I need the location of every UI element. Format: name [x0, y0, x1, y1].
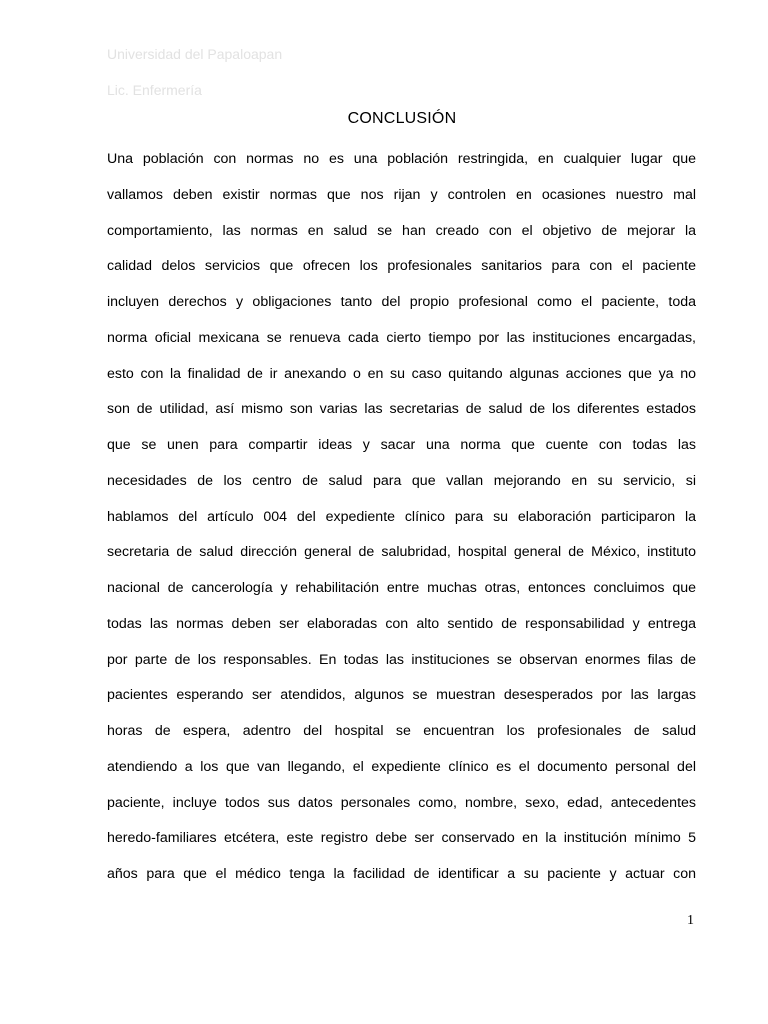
- body-line: por parte de los responsables. En todas las instituciones se observan enormes filas de: [107, 651, 696, 668]
- body-paragraph: [107, 142, 696, 893]
- body-line: esto con la finalidad de ir anexando o en su caso quitando algunas acciones que ya no: [107, 365, 696, 382]
- header-program: Lic. Enfermería: [107, 82, 202, 98]
- page-number: 1: [687, 913, 694, 928]
- body-line: vallamos deben existir normas que nos rijan y controlen en ocasiones nuestro mal: [107, 186, 696, 203]
- body-line: comportamiento, las normas en salud se han creado con el objetivo de mejorar la: [107, 222, 696, 239]
- body-line: norma oficial mexicana se renueva cada cierto tiempo por las instituciones encargadas,: [107, 329, 696, 346]
- body-line: hablamos del artículo 004 del expediente clínico para su elaboración participaron la: [107, 508, 696, 525]
- body-line: pacientes esperando ser atendidos, algunos se muestran desesperados por las largas: [107, 687, 696, 704]
- body-line: heredo-familiares etcétera, este registro debe ser conservado en la institución mínimo 5: [107, 830, 696, 847]
- body-line: calidad delos servicios que ofrecen los profesionales sanitarios para con el paciente: [107, 258, 696, 275]
- body-line: que se unen para compartir ideas y sacar una norma que cuente con todas las: [107, 437, 696, 453]
- body-line: todas las normas deben ser elaboradas con alto sentido de responsabilidad y entrega: [107, 615, 696, 632]
- body-line: necesidades de los centro de salud para que vallan mejorando en su servicio, si: [107, 472, 696, 489]
- body-line: horas de espera, adentro del hospital se encuentran los profesionales de salud: [107, 723, 696, 739]
- body-line: Una población con normas no es una población restringida, en cualquier lugar que: [107, 151, 696, 167]
- header-university: Universidad del Papaloapan: [107, 46, 283, 62]
- body-line: nacional de cancerología y rehabilitación entre muchas otras, entonces concluimos que: [107, 580, 696, 596]
- body-line: atendiendo a los que van llegando, el expediente clínico es el documento personal del: [107, 758, 696, 775]
- body-line: secretaria de salud dirección general de salubridad, hospital general de México, instituto: [107, 544, 696, 561]
- body-line: años para que el médico tenga la facilidad de identificar a su paciente y actuar con: [107, 866, 696, 882]
- page-title: CONCLUSIÓN: [347, 110, 457, 127]
- body-line: son de utilidad, así mismo son varias las secretarias de salud de los diferentes estados: [107, 401, 696, 418]
- body-line: incluyen derechos y obligaciones tanto del propio profesional como el paciente, toda: [107, 294, 696, 310]
- body-line: paciente, incluye todos sus datos personales como, nombre, sexo, edad, antecedentes: [107, 794, 696, 811]
